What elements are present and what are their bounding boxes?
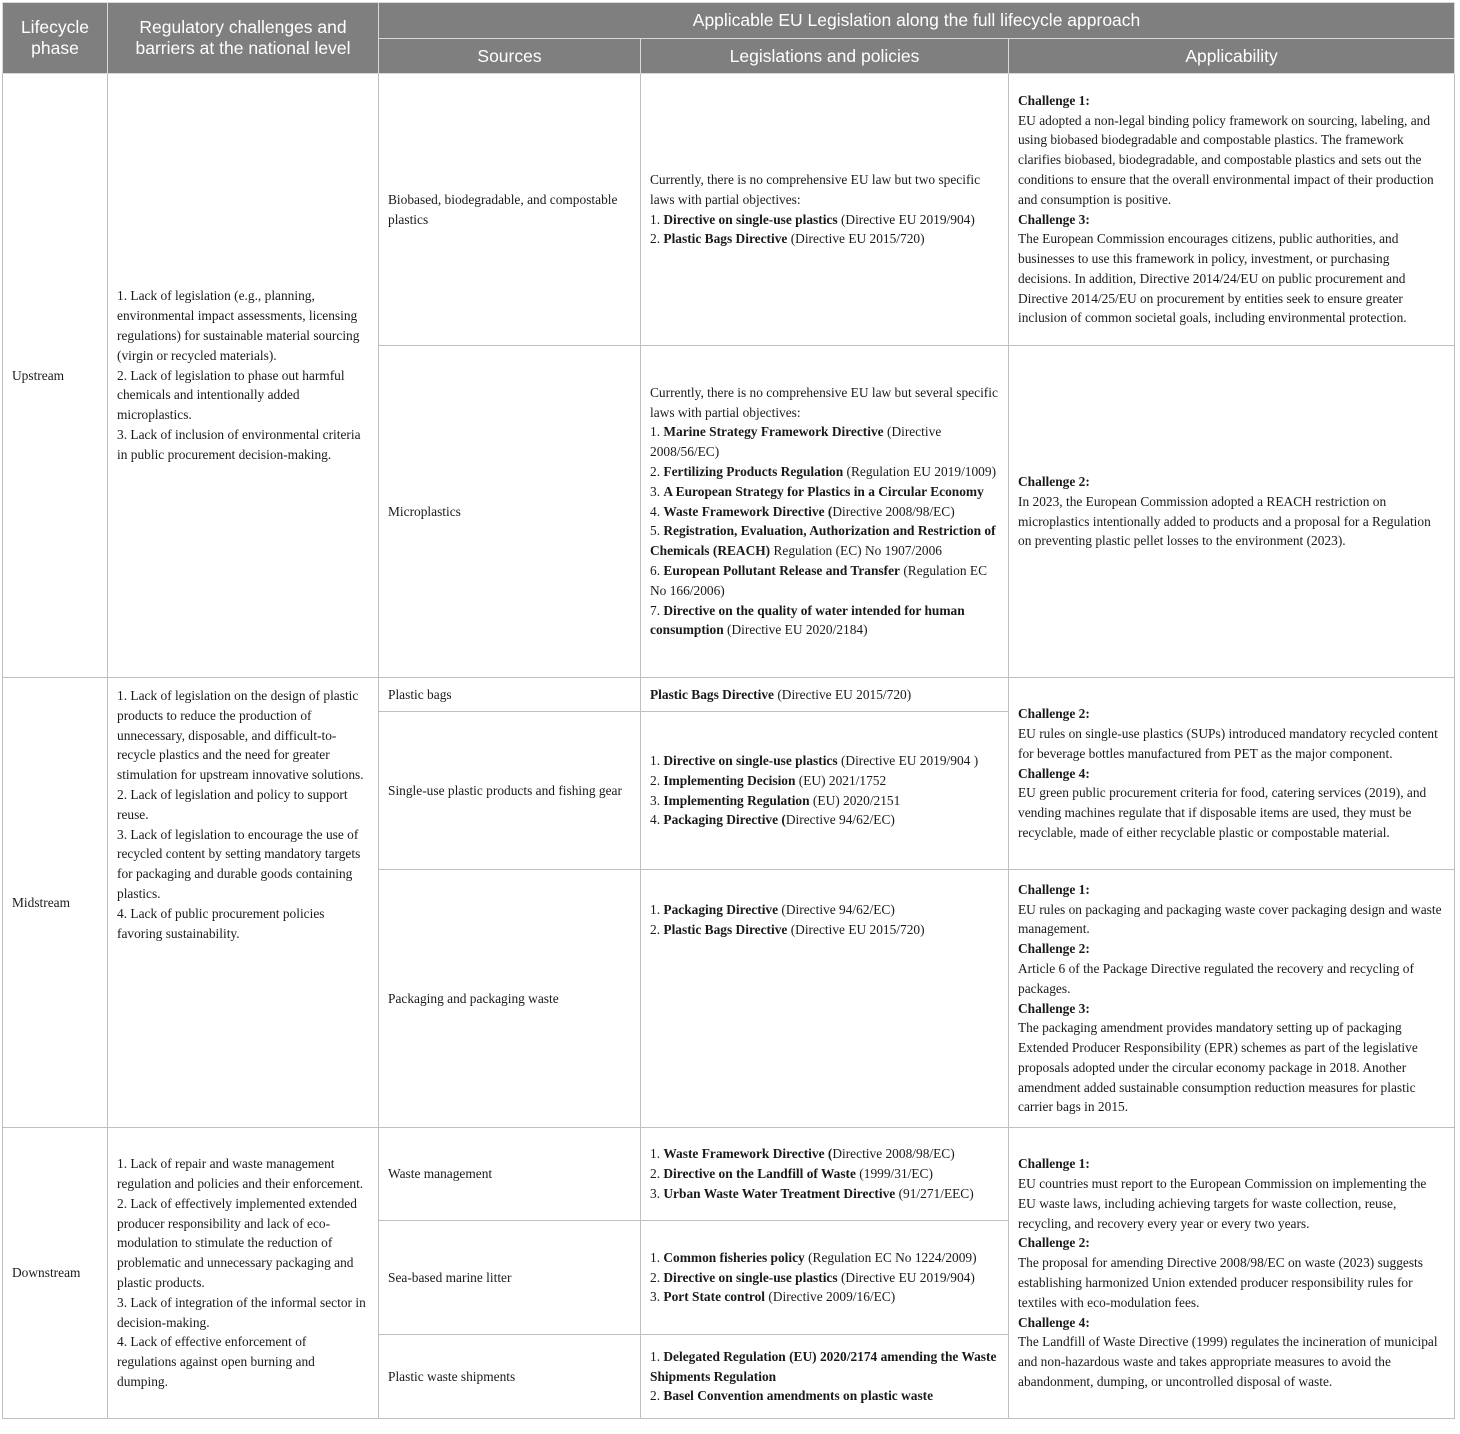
- legislation-item: 2. Basel Convention amendments on plastic waste: [650, 1388, 934, 1404]
- legislation-cell: [641, 1128, 1009, 1221]
- legislation-cell: [641, 74, 1009, 346]
- legislation-cell: [641, 346, 1009, 678]
- source-cell: [379, 1335, 641, 1419]
- legislation-item: 2. Fertilizing Products Regulation (Regulation EU 2019/1009): [650, 464, 997, 479]
- challenge-heading: Challenge 2:: [1018, 473, 1090, 489]
- applicability-text: The proposal for amending Directive 2008/98/EC on waste (2023) suggests establishing harmonized Union extended producer responsibility rules for textiles with eco-modulation fees.: [1018, 1255, 1423, 1310]
- applicability-cell: [1009, 1128, 1455, 1419]
- applicability-text: EU countries must report to the European Commission on implementing the EU waste laws, including achieving targets for waste collection, reuse, recycling, and recovery every year or every two years.: [1018, 1176, 1427, 1231]
- source-cell: [379, 1128, 641, 1221]
- legislation-item: 2. Directive on single-use plastics (Directive EU 2019/904): [650, 1269, 975, 1285]
- legislation-cell: [641, 1335, 1009, 1419]
- legislation-item: 2. Implementing Decision (EU) 2021/1752: [650, 772, 887, 788]
- source-label: Packaging and packaging waste: [388, 990, 559, 1006]
- legislation-item: 1. Directive on single-use plastics (Directive EU 2019/904 ): [650, 752, 979, 768]
- challenge-item: 1. Lack of legislation (e.g., planning, environmental impact assessments, licensing regulations) for sustainable material sourcing (virgin or recycled materials).: [117, 288, 360, 363]
- legislation-table: [2, 2, 1455, 1419]
- challenge-item: 2. Lack of legislation to phase out harmful chemicals and intentionally added microplastics.: [117, 367, 345, 423]
- challenge-item: 3. Lack of legislation to encourage the use of recycled content by setting mandatory targets for packaging and durable goods containing plastics.: [117, 826, 361, 901]
- source-cell: [379, 346, 641, 678]
- applicability-cell: [1009, 678, 1455, 870]
- header-applicable-eu-legislation: Applicable EU Legislation along the full lifecycle approach: [379, 3, 1455, 39]
- challenge-item: 2. Lack of legislation and policy to support reuse.: [117, 786, 348, 822]
- phase-label: Midstream: [12, 894, 71, 910]
- applicability-text: EU rules on single-use plastics (SUPs) introduced mandatory recycled content for beverage bottles manufactured from PET as the major component.: [1018, 726, 1438, 761]
- phase-cell-upstream: [3, 74, 108, 678]
- challenge-heading: Challenge 4:: [1018, 1314, 1090, 1330]
- applicability-text: EU adopted a non-legal binding policy framework on sourcing, labeling, and using biobased biodegradable and compostable plastics. The framework clarifies biobased, biodegradable, and compostable plastics and sets out the conditions to ensure that the overall environmental impact of their production and consumption is positive.: [1018, 112, 1434, 207]
- applicability-cell: [1009, 870, 1455, 1128]
- table-body: [3, 74, 1455, 1419]
- source-label: Sea-based marine litter: [388, 1269, 512, 1285]
- challenge-heading: Challenge 2:: [1018, 941, 1090, 957]
- legislation-item: 1. Packaging Directive (Directive 94/62/EC): [650, 902, 895, 917]
- challenge-item: 4. Lack of public procurement policies favoring sustainability.: [117, 905, 325, 941]
- legislation-item: 1. Marine Strategy Framework Directive (Directive 2008/56/EC): [650, 424, 942, 460]
- applicability-cell: [1009, 346, 1455, 678]
- header-legislations: Legislations and policies: [641, 39, 1009, 74]
- challenges-cell-downstream: [108, 1128, 379, 1419]
- source-label: Waste management: [388, 1166, 493, 1182]
- applicability-text: EU green public procurement criteria for food, catering services (2019), and vending machines regulate that if disposable items are used, they must be recyclable, made of either recyclable plastic or compostable material.: [1018, 785, 1427, 840]
- source-label: Single-use plastic products and fishing gear: [388, 782, 622, 798]
- phase-cell-midstream: [3, 678, 108, 1128]
- challenge-item: 4. Lack of effective enforcement of regulations against open burning and dumping.: [117, 1334, 315, 1389]
- source-cell: [379, 74, 641, 346]
- applicability-text: In 2023, the European Commission adopted a REACH restriction on microplastics intentionally added to products and a proposal for a Regulation on preventing plastic pellet losses to the environment (2023).: [1018, 493, 1431, 549]
- challenge-heading: Challenge 3:: [1018, 211, 1090, 227]
- challenge-heading: Challenge 1:: [1018, 92, 1090, 108]
- challenge-heading: Challenge 3:: [1018, 1000, 1090, 1016]
- table-row: [3, 1128, 1455, 1221]
- phase-label: Upstream: [12, 367, 65, 383]
- legislation-item: 3. Implementing Regulation (EU) 2020/2151: [650, 792, 901, 808]
- challenges-cell-midstream: [108, 678, 379, 1128]
- applicability-text: The European Commission encourages citizens, public authorities, and businesses to use this framework in policy, investment, or purchasing decisions. In addition, Directive 2014/24/EU on public procurement and Directive 2014/25/EU on procurement by entities seek to ensure greater inclusion of common societal goals, including environmental protection.: [1018, 231, 1407, 326]
- source-label: Plastic waste shipments: [388, 1368, 516, 1384]
- phase-cell-downstream: [3, 1128, 108, 1419]
- challenges-cell-upstream: [108, 74, 379, 678]
- applicability-text: The packaging amendment provides mandatory setting up of packaging Extended Producer Responsibility (EPR) schemes as part of the legislative proposals adopted under the circular economy package in 2018. Another amendment added sustainable consumption reduction measures for plastic carrier bags in 2015.: [1018, 1020, 1418, 1115]
- table-row: [3, 678, 1455, 712]
- legislation-item: 3. Urban Waste Water Treatment Directive (91/271/EEC): [650, 1185, 974, 1201]
- legislation-item: 1. Common fisheries policy (Regulation EC No 1224/2009): [650, 1249, 977, 1265]
- legislation-item: 2. Directive on the Landfill of Waste (1999/31/EC): [650, 1166, 933, 1182]
- applicability-text: The Landfill of Waste Directive (1999) regulates the incineration of municipal and non-hazardous waste and takes appropriate measures to avoid the abandonment, dumping, or uncontrolled disposal of waste.: [1018, 1334, 1438, 1389]
- challenge-heading: Challenge 1:: [1018, 881, 1090, 897]
- applicability-text: Article 6 of the Package Directive regulated the recovery and recycling of packages.: [1018, 960, 1414, 996]
- legislation-intro: Currently, there is no comprehensive EU law but several specific laws with partial objectives:: [650, 384, 998, 420]
- challenge-heading: Challenge 1:: [1018, 1156, 1090, 1172]
- challenge-item: 2. Lack of effectively implemented extended producer responsibility and lack of eco-modulation to stimulate the reduction of problematic and unnecessary packaging and plastic products.: [117, 1195, 357, 1290]
- legislation-item: 1. Directive on single-use plastics (Directive EU 2019/904): [650, 211, 975, 227]
- header-sources: Sources: [379, 39, 641, 74]
- legislation-item: 7. Directive on the quality of water intended for human consumption (Directive EU 2020/2184): [650, 602, 965, 638]
- legislation-item: 4. Waste Framework Directive (Directive 2008/98/EC): [650, 503, 955, 519]
- challenge-heading: Challenge 2:: [1018, 1235, 1090, 1251]
- applicability-cell: [1009, 74, 1455, 346]
- header-lifecycle-phase: Lifecycle phase: [3, 3, 108, 74]
- header-applicability: Applicability: [1009, 39, 1455, 74]
- legislation-item: 3. A European Strategy for Plastics in a Circular Economy: [650, 483, 984, 499]
- legislation-item: 4. Packaging Directive (Directive 94/62/EC): [650, 812, 895, 828]
- challenge-item: 3. Lack of inclusion of environmental criteria in public procurement decision-making.: [117, 426, 361, 462]
- table-row: [3, 74, 1455, 346]
- legislation-item: 6. European Pollutant Release and Transfer (Regulation EC No 166/2006): [650, 562, 987, 598]
- challenge-item: 1. Lack of legislation on the design of plastic products to reduce the production of unnecessary, disposable, and difficult-to-recycle plastics and the need for greater stimulation for upstream innovative solutions.: [117, 688, 364, 783]
- source-label: Microplastics: [388, 503, 461, 519]
- source-label: Plastic bags: [388, 686, 452, 702]
- legislation-item: 2. Plastic Bags Directive (Directive EU 2015/720): [650, 921, 925, 937]
- legislation-cell: [641, 870, 1009, 1128]
- source-cell: [379, 1221, 641, 1335]
- applicability-text: EU rules on packaging and packaging waste cover packaging design and waste management.: [1018, 901, 1442, 937]
- challenge-heading: Challenge 2:: [1018, 706, 1090, 722]
- source-cell: [379, 712, 641, 870]
- source-cell: [379, 678, 641, 712]
- legislation-item: Plastic Bags Directive (Directive EU 2015/720): [650, 686, 912, 702]
- table-header: [3, 3, 1455, 74]
- page: [2, 2, 1458, 1430]
- challenge-item: 1. Lack of repair and waste management regulation and policies and their enforcement.: [117, 1156, 364, 1192]
- header-regulatory-challenges: Regulatory challenges and barriers at the national level: [108, 3, 379, 74]
- legislation-intro: Currently, there is no comprehensive EU law but two specific laws with partial objectives:: [650, 171, 981, 207]
- legislation-item: 1. Waste Framework Directive (Directive 2008/98/EC): [650, 1146, 955, 1162]
- source-label: Biobased, biodegradable, and compostable plastics: [388, 191, 618, 227]
- source-cell: [379, 870, 641, 1128]
- legislation-cell: [641, 712, 1009, 870]
- challenge-heading: Challenge 4:: [1018, 765, 1090, 781]
- legislation-item: 2. Plastic Bags Directive (Directive EU 2015/720): [650, 231, 925, 247]
- legislation-item: 1. Delegated Regulation (EU) 2020/2174 amending the Waste Shipments Regulation: [650, 1348, 997, 1384]
- challenge-item: 3. Lack of integration of the informal sector in decision-making.: [117, 1294, 366, 1330]
- legislation-cell: [641, 678, 1009, 712]
- legislation-item: 3. Port State control (Directive 2009/16/EC): [650, 1289, 896, 1305]
- phase-label: Downstream: [12, 1265, 81, 1281]
- legislation-cell: [641, 1221, 1009, 1335]
- legislation-item: 5. Registration, Evaluation, Authorization and Restriction of Chemicals (REACH) Regulation (EC) No 1907/2006: [650, 523, 996, 559]
